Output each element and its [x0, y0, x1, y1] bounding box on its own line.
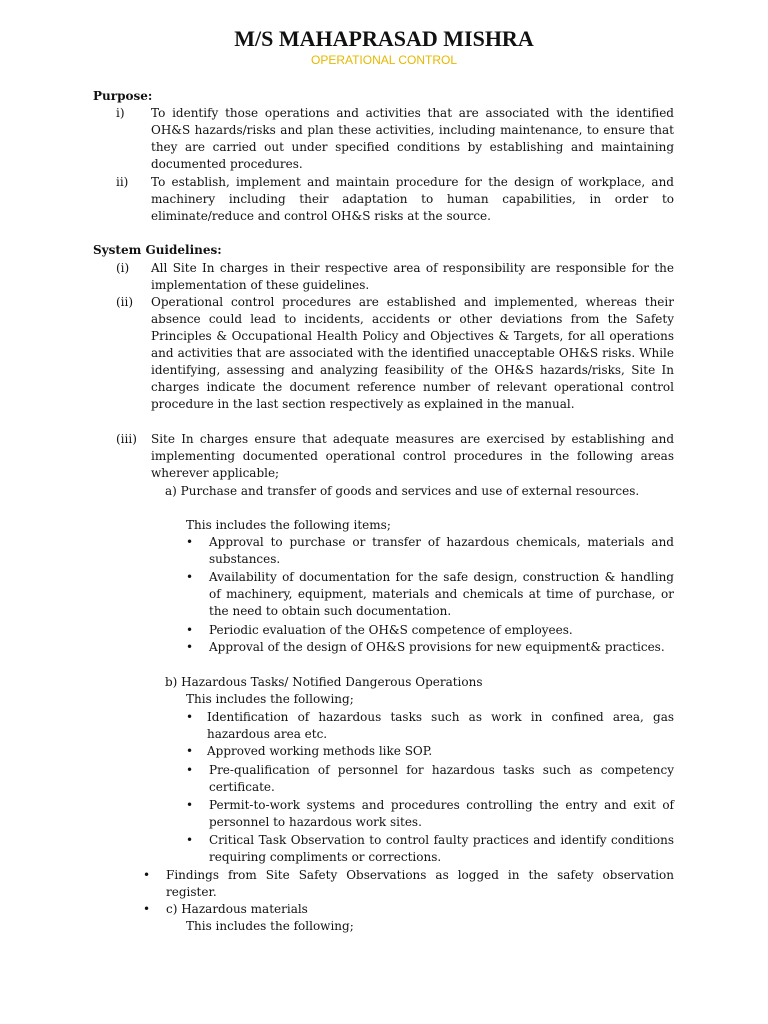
- bullet-icon: •: [186, 744, 194, 758]
- bullet-icon: •: [186, 640, 194, 654]
- guideline-item-1-text: All Site In charges in their respective area of responsibility are responsible for the implementation of these guidelines.: [151, 261, 674, 292]
- purpose-item-1-text: To identify those operations and activities that are associated with the identified OH&S hazards/risks and plan these activities, including maintenance, to ensure that they are carried out under specified conditions by establishing and maintaining documented procedures.: [151, 106, 674, 171]
- purpose-item-2-text: To establish, implement and maintain procedure for the design of workplace, and machinery including their adaptation to human capabilities, in order to eliminate/reduce and control OH&S risks at the source.: [151, 175, 674, 223]
- guideline-item-1-marker: (i): [116, 261, 130, 275]
- section-b-bullet-3-text: Pre-qualification of personnel for hazardous tasks such as competency certificate.: [209, 763, 674, 794]
- bullet-icon: •: [186, 535, 194, 549]
- section-b-label: b) Hazardous Tasks/ Notified Dangerous Operations: [165, 675, 483, 689]
- bullet-icon: •: [143, 902, 151, 916]
- section-b-bullet-4-text: Permit-to-work systems and procedures controlling the entry and exit of personnel to hazardous work sites.: [209, 798, 674, 829]
- bullet-icon: •: [186, 623, 194, 637]
- section-b-bullet-1-text: Identification of hazardous tasks such as work in confined area, gas hazardous area etc.: [207, 710, 674, 741]
- guideline-item-3-text: Site In charges ensure that adequate measures are exercised by establishing and implementing documented operational control procedures in the following areas wherever applicable;: [151, 432, 674, 480]
- purpose-item-2-marker: ii): [116, 175, 129, 189]
- guideline-item-2-marker: (ii): [116, 295, 134, 309]
- guideline-item-3-marker: (iii): [116, 432, 137, 446]
- section-a-bullet-2-text: Availability of documentation for the safe design, construction & handling of machinery, equipment, materials and chemicals at time of purchase, or the need to obtain such documentation.: [209, 570, 674, 618]
- section-a-label: a) Purchase and transfer of goods and services and use of external resources.: [165, 484, 640, 498]
- outer-bullet-1-text: Findings from Site Safety Observations as logged in the safety observation register.: [166, 868, 674, 899]
- outer-bullet-2-text: c) Hazardous materials: [166, 902, 308, 916]
- section-c-intro: This includes the following;: [186, 919, 354, 933]
- guidelines-heading: System Guidelines:: [93, 243, 222, 257]
- document-title: M/S MAHAPRASAD MISHRA: [234, 26, 534, 51]
- section-a-bullet-1-text: Approval to purchase or transfer of hazardous chemicals, materials and substances.: [209, 535, 674, 566]
- section-a-intro: This includes the following items;: [186, 518, 391, 532]
- bullet-icon: •: [143, 868, 151, 882]
- purpose-heading: Purpose:: [93, 89, 153, 103]
- bullet-icon: •: [186, 763, 194, 777]
- section-a-bullet-4-text: Approval of the design of OH&S provisions for new equipment& practices.: [209, 640, 665, 654]
- section-b-intro: This includes the following;: [186, 692, 354, 706]
- section-a-bullet-3-text: Periodic evaluation of the OH&S competence of employees.: [209, 623, 573, 637]
- purpose-item-1-marker: i): [116, 106, 125, 120]
- bullet-icon: •: [186, 833, 194, 847]
- section-b-bullet-2-text: Approved working methods like SOP.: [207, 744, 433, 758]
- guideline-item-2-text: Operational control procedures are established and implemented, whereas their absence could lead to incidents, accidents or other deviations from the Safety Principles & Occupational Health Policy and Objectives & Targets, for all operations and activities that are associated with the identified unacceptable OH&S risks. While identifying, assessing and analyzing feasibility of the OH&S hazards/risks, Site In charges indicate the document reference number of relevant operational control procedure in the last section respectively as explained in the manual.: [151, 295, 674, 411]
- bullet-icon: •: [186, 798, 194, 812]
- bullet-icon: •: [186, 570, 194, 584]
- bullet-icon: •: [186, 710, 194, 724]
- document-subtitle: OPERATIONAL CONTROL: [310, 53, 458, 67]
- section-b-bullet-5-text: Critical Task Observation to control faulty practices and identify conditions requiring compliments or corrections.: [209, 833, 674, 864]
